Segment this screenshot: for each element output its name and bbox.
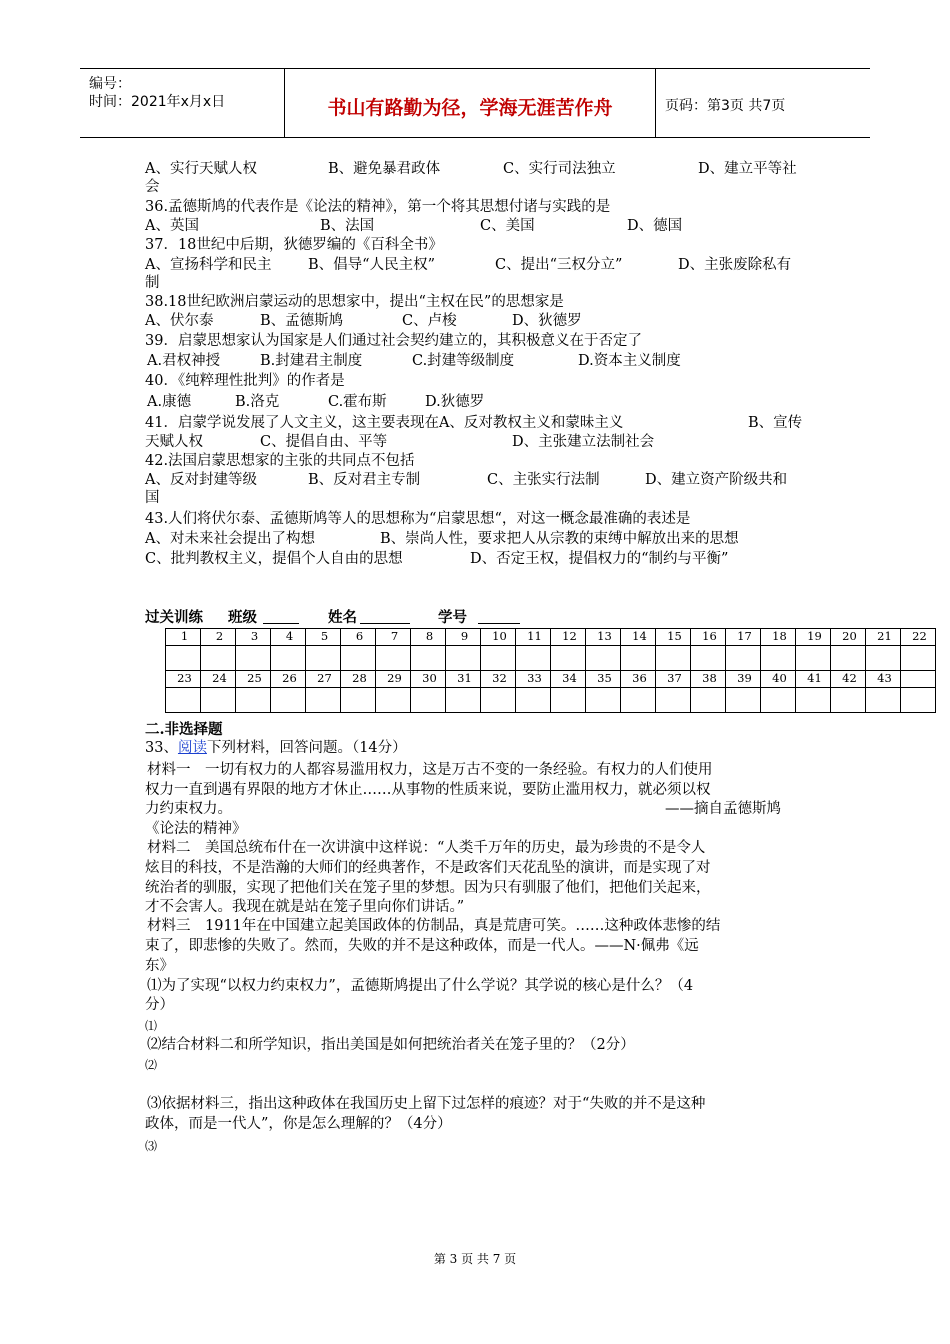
question-33-stem	[145, 740, 407, 757]
answer-cell[interactable]	[551, 688, 586, 713]
answer-cell[interactable]	[656, 688, 691, 713]
answer-cell[interactable]	[236, 688, 271, 713]
material-1-source: ——摘自孟德斯鸠	[665, 801, 781, 817]
page-header	[80, 68, 870, 138]
name-blank[interactable]	[360, 609, 410, 624]
material-1-line: 力约束权力。	[145, 801, 232, 817]
question-number-cell: 12	[551, 629, 586, 646]
question-number-cell: 21	[866, 629, 901, 646]
answer-cell[interactable]	[481, 646, 516, 671]
question-number-cell: 36	[621, 671, 656, 688]
answer-cell[interactable]	[621, 646, 656, 671]
answer-cell[interactable]	[411, 646, 446, 671]
read-link[interactable]: 阅读	[177, 740, 207, 756]
question-number-cell: 39	[726, 671, 761, 688]
question-number-cell: 20	[831, 629, 866, 646]
answer-row	[166, 646, 936, 671]
option-b: B、避免暴君政体	[328, 161, 441, 177]
question-number-cell: 28	[341, 671, 376, 688]
option-b: B、倡导“人民主权”	[308, 257, 435, 273]
doc-date-label: 时间：2021年x月x日	[89, 94, 226, 110]
answer-cell[interactable]	[796, 646, 831, 671]
option-a: A.康德	[147, 394, 192, 410]
option-b: B、崇尚人性，要求把人从宗教的束缚中解放出来的思想	[380, 531, 739, 547]
question-42-stem: 42.法国启蒙思想家的主张的共同点不包括	[145, 453, 415, 469]
question-number-cell: 43	[866, 671, 901, 688]
question-number-cell: 42	[831, 671, 866, 688]
answer-cell[interactable]	[376, 646, 411, 671]
answer-cell[interactable]	[866, 688, 901, 713]
sub-question-1: ⑴为了实现“以权力约束权力”，孟德斯鸠提出了什么学说？其学说的核心是什么？（4	[147, 978, 694, 994]
question-number-cell: 38	[691, 671, 726, 688]
material-3-line: 束了，即悲惨的失败了。然而，失败的并不是这种政体，而是一代人。——N·佩弗《远	[145, 938, 699, 954]
answer-cell[interactable]	[306, 646, 341, 671]
answer-cell[interactable]	[691, 688, 726, 713]
answer-cell[interactable]	[166, 646, 201, 671]
answer-cell[interactable]	[551, 646, 586, 671]
question-number-cell: 32	[481, 671, 516, 688]
question-41-stem: 41．启蒙学说发展了人文主义，这主要表现在A、反对教权主义和蒙昧主义	[145, 415, 624, 431]
question-39-stem: 39．启蒙思想家认为国家是人们通过社会契约建立的，其积极意义在于否定了	[145, 333, 642, 349]
option-b: B.封建君主制度	[260, 353, 363, 369]
material-2-line: 才不会害人。我现在就是站在笼子里向你们讲话。”	[145, 899, 465, 915]
option-d-wrap: 国	[145, 490, 160, 506]
question-number-cell: 24	[201, 671, 236, 688]
header-motto: 书山有路勤为径，学海无涯苦作舟	[327, 97, 613, 119]
answer-cell[interactable]	[761, 646, 796, 671]
option-a: A、反对封建等级	[145, 472, 257, 488]
material-1-line: 权力一直到遇有界限的地方才休止……从事物的性质来说，要防止滥用权力，就必须以权	[145, 782, 711, 798]
question-number-cell: 25	[236, 671, 271, 688]
question-number-cell: 16	[691, 629, 726, 646]
question-number-cell: 10	[481, 629, 516, 646]
question-number-cell: 41	[796, 671, 831, 688]
option-a: A、伏尔泰	[145, 313, 214, 329]
option-c: C、卢梭	[402, 313, 457, 329]
question-number-cell: 15	[656, 629, 691, 646]
option-c: C、主张实行法制	[487, 472, 600, 488]
question-number-cell: 23	[166, 671, 201, 688]
answer-cell[interactable]	[726, 646, 761, 671]
doc-code-label: 编号：	[89, 76, 131, 92]
question-number-cell: 40	[761, 671, 796, 688]
answer-2-label[interactable]: ⑵	[145, 1058, 158, 1072]
answer-cell[interactable]	[481, 688, 516, 713]
question-number-cell: 34	[551, 671, 586, 688]
answer-cell[interactable]	[201, 688, 236, 713]
question-43-stem: 43.人们将伏尔泰、孟德斯鸠等人的思想称为“启蒙思想“，对这一概念最准确的表述是	[145, 511, 691, 527]
question-number-cell: 4	[271, 629, 306, 646]
option-a: A、对未来社会提出了构想	[145, 531, 315, 547]
question-number-cell: 30	[411, 671, 446, 688]
question-number-cell: 5	[306, 629, 341, 646]
option-c: C、提出“三权分立”	[495, 257, 623, 273]
question-number-cell: 3	[236, 629, 271, 646]
option-c: C、实行司法独立	[503, 161, 616, 177]
number-row	[166, 671, 936, 688]
name-label: 姓名	[328, 609, 357, 626]
option-d: D.资本主义制度	[578, 353, 681, 369]
question-number-cell: 9	[446, 629, 481, 646]
answer-cell[interactable]	[341, 646, 376, 671]
material-1-line: 材料一 一切有权力的人都容易滥用权力，这是万古不变的一条经验。有权力的人们使用	[147, 762, 713, 778]
material-3-line: 东》	[145, 958, 174, 974]
class-blank[interactable]	[263, 609, 299, 624]
material-3-line: 材料三 1911年在中国建立起美国政体的仿制品，真是荒唐可笑。……这种政体悲惨的结	[147, 918, 721, 934]
class-label: 班级	[228, 609, 257, 626]
question-number-cell: 7	[376, 629, 411, 646]
answer-cell[interactable]	[901, 688, 936, 713]
option-d: D、主张建立法制社会	[512, 434, 655, 450]
question-33-rest: 下列材料，回答问题。（14分）	[206, 740, 407, 756]
answer-cell[interactable]	[726, 688, 761, 713]
question-36-stem: 36.孟德斯鸠的代表作是《论法的精神》，第一个将其思想付诸与实践的是	[145, 199, 611, 215]
option-d-wrap: 会	[145, 179, 160, 195]
question-number-cell: 31	[446, 671, 481, 688]
training-title: 过关训练	[145, 609, 203, 626]
answer-cell[interactable]	[271, 646, 306, 671]
material-1-book: 《论法的精神》	[145, 821, 247, 837]
header-divider	[655, 69, 656, 137]
option-a: A.君权神授	[147, 353, 221, 369]
answer-cell[interactable]	[866, 646, 901, 671]
option-b: B、法国	[320, 218, 375, 234]
option-b: B.洛克	[235, 394, 280, 410]
id-blank[interactable]	[478, 609, 520, 624]
option-d: D、建立资产阶级共和	[645, 472, 788, 488]
answer-row	[166, 688, 936, 713]
answer-cell[interactable]	[621, 688, 656, 713]
answer-cell[interactable]	[796, 688, 831, 713]
answer-cell[interactable]	[201, 646, 236, 671]
answer-cell[interactable]	[411, 688, 446, 713]
option-b: B、宣传	[748, 415, 803, 431]
option-c: C、批判教权主义，提倡个人自由的思想	[145, 551, 403, 567]
answer-cell[interactable]	[376, 688, 411, 713]
option-d: D、建立平等社	[698, 161, 797, 177]
question-number-cell: 19	[796, 629, 831, 646]
question-number-cell: 27	[306, 671, 341, 688]
question-33-number: 33、	[145, 740, 178, 756]
answer-cell[interactable]	[691, 646, 726, 671]
sub-question-2: ⑵结合材料二和所学知识，指出美国是如何把统治者关在笼子里的？（2分）	[147, 1037, 635, 1053]
question-40-stem: 40．《纯粹理性批判》的作者是	[145, 373, 345, 389]
answer-cell[interactable]	[586, 688, 621, 713]
question-number-cell	[901, 671, 936, 688]
option-b: B、反对君主专制	[308, 472, 421, 488]
answer-cell[interactable]	[271, 688, 306, 713]
answer-cell[interactable]	[341, 688, 376, 713]
question-number-cell: 6	[341, 629, 376, 646]
option-a: A、英国	[145, 218, 199, 234]
answer-cell[interactable]	[901, 646, 936, 671]
answer-cell[interactable]	[761, 688, 796, 713]
material-2-line: 材料二 美国总统布什在一次讲演中这样说：“人类千万年的历史，最为珍贵的不是令人	[147, 840, 706, 856]
question-38-stem: 38.18世纪欧洲启蒙运动的思想家中，提出“主权在民”的思想家是	[145, 294, 564, 310]
option-c: C.封建等级制度	[412, 353, 515, 369]
question-number-cell: 2	[201, 629, 236, 646]
answer-cell[interactable]	[831, 646, 866, 671]
question-number-cell: 17	[726, 629, 761, 646]
sub-question-3-wrap: 政体，而是一代人”，你是怎么理解的？（4分）	[145, 1116, 452, 1132]
answer-cell[interactable]	[831, 688, 866, 713]
question-37-stem: 37．18世纪中后期，狄德罗编的《百科全书》	[145, 237, 443, 253]
question-number-cell: 22	[901, 629, 936, 646]
option-d: D、德国	[627, 218, 683, 234]
option-d: D、主张废除私有	[678, 257, 792, 273]
answer-cell[interactable]	[586, 646, 621, 671]
answer-cell[interactable]	[446, 688, 481, 713]
question-number-cell: 35	[586, 671, 621, 688]
answer-cell[interactable]	[516, 646, 551, 671]
answer-1-label[interactable]: ⑴	[145, 1019, 158, 1033]
material-2-line: 统治者的驯服，实现了把他们关在笼子里的梦想。因为只有驯服了他们，把他们关起来，	[145, 880, 711, 896]
answer-cell[interactable]	[166, 688, 201, 713]
option-a: A、宣扬科学和民主	[145, 257, 272, 273]
answer-cell[interactable]	[446, 646, 481, 671]
option-a: A、实行天赋人权	[145, 161, 257, 177]
question-number-cell: 33	[516, 671, 551, 688]
option-c: C.霍布斯	[328, 394, 387, 410]
question-number-cell: 37	[656, 671, 691, 688]
option-d: D、否定王权，提倡权力的“制约与平衡”	[470, 551, 729, 567]
option-c: C、提倡自由、平等	[260, 434, 388, 450]
section-title: 二.非选择题	[145, 721, 223, 738]
option-c: C、美国	[480, 218, 535, 234]
option-d: D.狄德罗	[425, 394, 485, 410]
id-label: 学号	[438, 609, 467, 626]
option-b: B、孟德斯鸠	[260, 313, 344, 329]
header-page-info: 页码：第3页 共7页	[665, 98, 786, 114]
option-d-wrap: 制	[145, 275, 160, 291]
sub-question-1-wrap: 分）	[145, 997, 174, 1013]
question-number-cell: 26	[271, 671, 306, 688]
answer-grid	[165, 628, 936, 713]
sub-question-3: ⑶依据材料三，指出这种政体在我国历史上留下过怎样的痕迹？对于“失败的并不是这种	[147, 1096, 706, 1112]
number-row	[166, 629, 936, 646]
question-number-cell: 1	[166, 629, 201, 646]
question-number-cell: 29	[376, 671, 411, 688]
answer-cell[interactable]	[516, 688, 551, 713]
answer-cell[interactable]	[236, 646, 271, 671]
option-d: D、狄德罗	[512, 313, 582, 329]
question-number-cell: 18	[761, 629, 796, 646]
question-number-cell: 14	[621, 629, 656, 646]
page-footer: 第 3 页 共 7 页	[433, 1252, 517, 1266]
material-2-line: 炫目的科技，不是浩瀚的大师们的经典著作，不是政客们天花乱坠的演讲，而是实现了对	[145, 860, 711, 876]
answer-3-label[interactable]: ⑶	[145, 1139, 158, 1153]
question-number-cell: 13	[586, 629, 621, 646]
option-b-wrap: 天赋人权	[145, 434, 203, 450]
question-number-cell: 8	[411, 629, 446, 646]
answer-cell[interactable]	[306, 688, 341, 713]
answer-cell[interactable]	[656, 646, 691, 671]
question-number-cell: 11	[516, 629, 551, 646]
